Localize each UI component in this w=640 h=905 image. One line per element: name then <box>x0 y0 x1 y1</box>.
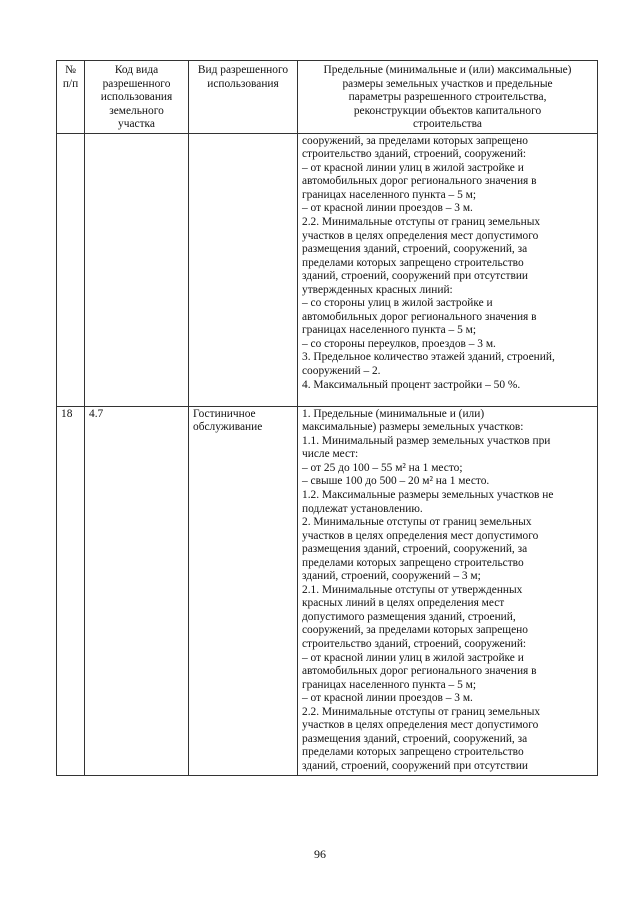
text-line: Предельные (минимальные и (или) максимальные) <box>323 64 572 76</box>
page-number: 96 <box>314 847 326 861</box>
text-line: размещения зданий, строений, сооружений, за <box>302 732 528 745</box>
text-line: – от красной линии улиц в жилой застройке и <box>302 161 524 174</box>
row-number <box>57 133 85 406</box>
text-line: – от 25 до 100 – 55 м² на 1 место; <box>302 461 463 474</box>
header-params <box>298 61 598 134</box>
text-line: – со стороны улиц в жилой застройке и <box>302 297 493 310</box>
text-line: строительства <box>413 118 482 131</box>
text-line: 3. Предельное количество этажей зданий, строений, <box>302 351 555 364</box>
text-line: участков в целях определения мест допустимого <box>302 719 539 732</box>
text-line: размеры земельных участков и предельные <box>342 77 553 90</box>
text-line: размещения зданий, строений, сооружений, за <box>302 543 528 556</box>
text-line: пределами которых запрещено строительство <box>302 556 524 569</box>
text-line: пределами которых запрещено строительство <box>302 256 524 269</box>
text-line: № <box>65 64 76 76</box>
text-line: 1.1. Минимальный размер земельных участков при <box>302 434 551 447</box>
table-header-row <box>57 61 598 134</box>
header-kind <box>189 61 298 134</box>
text-line: участков в целях определения мест допустимого <box>302 229 539 242</box>
table-row <box>57 406 598 775</box>
text-line: 1.2. Максимальные размеры земельных участков не <box>302 489 554 502</box>
row-kind <box>189 133 298 406</box>
text-line: использования <box>100 91 173 104</box>
text-line: утвержденных красных линий: <box>302 283 453 296</box>
text-line: п/п <box>62 77 79 90</box>
text-line: – от красной линии проездов – 3 м. <box>302 202 473 215</box>
text-line: – от красной линии улиц в жилой застройке и <box>302 651 524 664</box>
row-number: 18 <box>57 406 85 775</box>
text-line: границах населенного пункта – 5 м; <box>302 678 477 691</box>
text-line: 4. Максимальный процент застройки – 50 %. <box>302 378 521 391</box>
text-line: 2.2. Минимальные отступы от границ земельных <box>302 705 541 718</box>
text-line: обслуживание <box>193 421 263 434</box>
text-line: автомобильных дорог регионального значения в <box>302 665 537 678</box>
row-params <box>298 133 598 406</box>
text-line: пределами которых запрещено строительство <box>302 746 524 759</box>
text-line: – со стороны переулков, проездов – 3 м. <box>302 337 496 350</box>
text-line: границах населенного пункта – 5 м; <box>302 324 477 337</box>
text-line: зданий, строений, сооружений при отсутствии <box>302 759 529 772</box>
text-line: сооружений – 2. <box>302 365 381 378</box>
text-line: зданий, строений, сооружений при отсутствии <box>302 270 529 283</box>
text-line: реконструкции объектов капитального <box>353 104 542 117</box>
text-line: параметры разрешенного строительства, <box>348 91 547 104</box>
text-line: автомобильных дорог регионального значения в <box>302 310 537 323</box>
text-line: – от красной линии проездов – 3 м. <box>302 692 473 705</box>
text-line: участка <box>118 118 155 131</box>
text-line: Гостиничное <box>193 407 256 420</box>
text-line: строительство зданий, строений, сооружений: <box>302 148 527 161</box>
text-line: красных линий в целях определения мест <box>302 597 505 610</box>
text-line: числе мест: <box>302 448 359 461</box>
row-code: 4.7 <box>85 406 189 775</box>
text-line: границах населенного пункта – 5 м; <box>302 188 477 201</box>
header-code <box>85 61 189 134</box>
row-params <box>298 406 598 775</box>
text-line: участков в целях определения мест допустимого <box>302 529 539 542</box>
text-line: максимальные) размеры земельных участков: <box>302 421 524 434</box>
text-line: 2. Минимальные отступы от границ земельных <box>302 516 532 529</box>
text-line: 1. Предельные (минимальные и (или) <box>302 407 485 420</box>
row-code <box>85 133 189 406</box>
text-line: размещения зданий, строений, сооружений, за <box>302 243 528 256</box>
text-line: 2.2. Минимальные отступы от границ земельных <box>302 216 541 229</box>
zoning-table <box>56 60 598 776</box>
text-line: разрешенного <box>102 77 171 90</box>
text-line: автомобильных дорог регионального значения в <box>302 175 537 188</box>
text-line: земельного <box>109 104 164 117</box>
header-number <box>57 61 85 134</box>
table-row <box>57 133 598 406</box>
text-line: допустимого размещения зданий, строений, <box>302 610 516 623</box>
text-line: Код вида <box>114 64 159 76</box>
text-line: зданий, строений, сооружений – 3 м; <box>302 570 481 583</box>
text-line: – свыше 100 до 500 – 20 м² на 1 место. <box>302 475 490 488</box>
text-line: подлежат установлению. <box>302 502 423 515</box>
text-line: использования <box>207 77 279 90</box>
text-line: 2.1. Минимальные отступы от утвержденных <box>302 583 523 596</box>
text-line: сооружений, за пределами которых запрещено <box>302 134 528 147</box>
text-line: сооружений, за пределами которых запрещено <box>302 624 528 637</box>
row-kind <box>189 406 298 775</box>
text-line: строительство зданий, строений, сооружений: <box>302 638 527 651</box>
text-line: Вид разрешенного <box>197 64 289 76</box>
